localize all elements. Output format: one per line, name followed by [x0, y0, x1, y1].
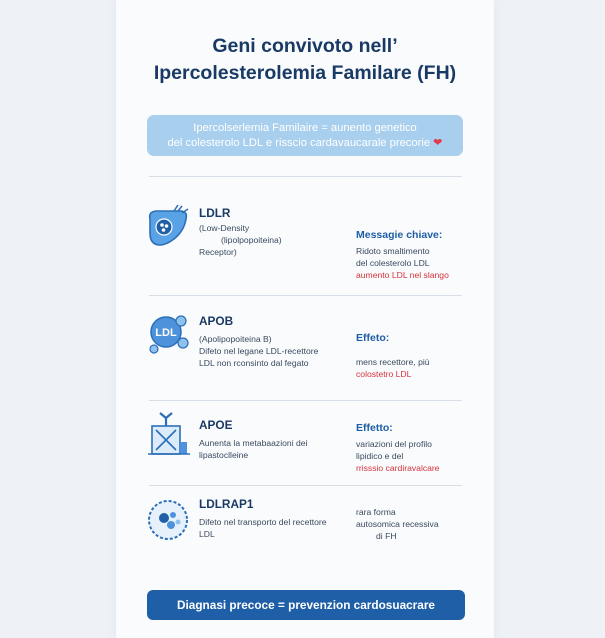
gene-name-ldlr: LDLR [199, 206, 231, 220]
ldl-icon-label: LDL [155, 327, 177, 339]
page-title: Geni convivoto nell’ Ipercolesterolemia Familare (FH) [153, 35, 457, 84]
divider [149, 295, 462, 296]
divider [149, 485, 462, 486]
gene-desc-apob: (Apolipopoiteina B) Difeto nel legane LDL-recettore LDL non rconsinto dal fegato [199, 334, 319, 368]
footer-banner: Diagnasi precoce = prevenzion cardosuacrare [147, 590, 465, 620]
effect-label-apob: Effeto: [356, 332, 390, 344]
gene-name-apob: APOB [199, 314, 234, 328]
receptor-icon [146, 412, 194, 460]
effect-text-apoe: variazioni del profilo lipidico e del rrisssio cardiravalcare [356, 439, 440, 473]
gene-desc-ldlr: (Low-Density (lipolpopoiteina) Receptor) [199, 223, 282, 257]
infographic-card [116, 0, 494, 638]
effect-text-ldlr: Ridoto smaltimento del colesterolo LDL aumento LDL nel slango [356, 246, 449, 280]
effect-text-ldlrap1: rara forma autosomica recessiva di FH [356, 507, 439, 541]
ldl-particle-icon [144, 310, 192, 358]
gene-desc-ldlrap1: Difeto nel transporto del recettore LDL [199, 517, 327, 539]
effect-text-apob: mens recettore, più colostetro LDL [356, 357, 430, 379]
liver-icon [144, 205, 192, 253]
divider [149, 176, 462, 177]
gene-name-ldlrap1: LDLRAP1 [199, 497, 254, 511]
gene-name-apoe: APOE [199, 418, 233, 432]
effect-label-ldlr: Messagie chiave: [356, 229, 443, 241]
summary-banner: Ipercolserlemia Familaire = aunento genetico del colesterolo LDL e risscio cardavaucarale precorie ❤ [147, 115, 463, 156]
cell-icon [144, 496, 192, 544]
effect-label-apoe: Effetto: [356, 422, 393, 434]
heart-icon: ❤ [433, 136, 443, 149]
gene-desc-apoe: Aunenta la metabaazioni dei lipastoclleine [199, 438, 308, 460]
divider [149, 400, 462, 401]
